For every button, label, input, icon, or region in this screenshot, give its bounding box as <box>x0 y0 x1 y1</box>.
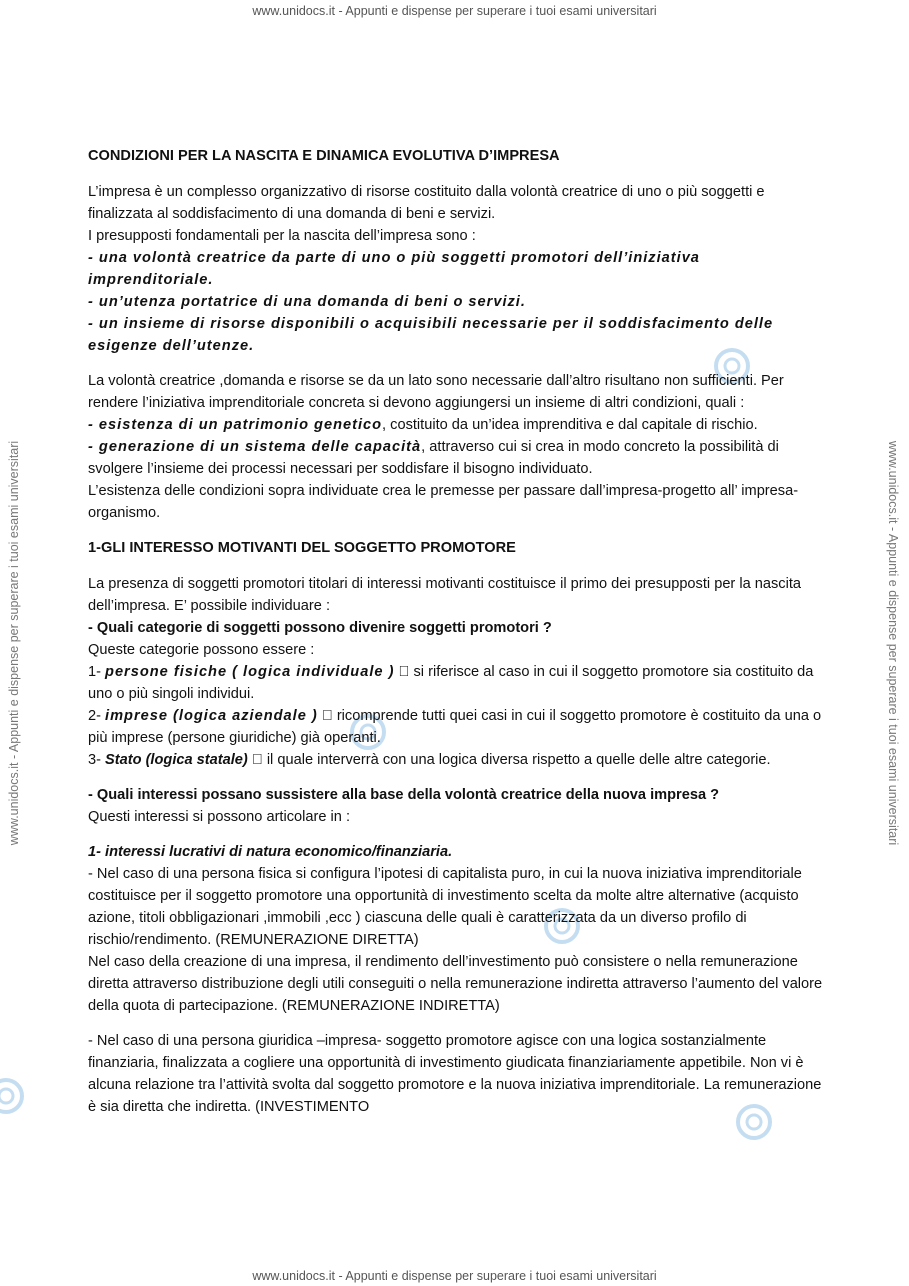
watermark-footer: www.unidocs.it - Appunti e dispense per superare i tuoi esami universitari <box>252 1269 657 1283</box>
category-number: 1- <box>88 664 106 680</box>
condition-text: , costituito da un’idea imprenditiva e dal capitale di rischio. <box>382 417 758 433</box>
requirement-item: - un’utenza portatrice di una domanda di beni o servizi. <box>88 294 526 310</box>
section-title: 1-GLI INTERESSO MOTIVANTI DEL SOGGETTO PROMOTORE <box>88 540 516 556</box>
condition-text: , attraverso cui si crea in modo concreto la possibilità di svolgere l’insieme dei processi necessari per soddisfare il bisogno individuato. <box>88 439 779 477</box>
category-label: persone fisiche ( logica individuale ) <box>105 664 395 680</box>
category-number: 2- <box>88 708 106 724</box>
intro-paragraph: L’impresa è un complesso organizzativo di risorse costituito dalla volontà creatrice di uno o più soggetti e finalizzata al soddisfacimento di una domanda di beni e servizi. <box>88 184 765 222</box>
document-body <box>88 145 828 1118</box>
intro-lead: I presupposti fondamentali per la nascita dell’impresa sono : <box>88 228 476 244</box>
body-paragraph: - Nel caso di una persona fisica si configura l’ipotesi di capitalista puro, in cui la nuova iniziativa imprenditoriale costituisce per il soggetto promotore una opportunità di investimento scelta da molte altre alternative (acquisto azione, titoli obbligazionari ,immobili ,ecc ) ciascuna delle quali è caratterizzata da un diverso profilo di rischio/rendimento. (REMUNERAZIONE DIRETTA) <box>88 866 802 948</box>
subsection-title: 1- interessi lucrativi di natura economico/finanziaria. <box>88 844 453 860</box>
section-intro: La presenza di soggetti promotori titolari di interessi motivanti costituisce il primo dei presupposti per la nascita dell’impresa. E’ possibile individuare : <box>88 576 801 614</box>
question-heading: - Quali interessi possano sussistere alla base della volontà creatrice della nuova impresa ? <box>88 787 720 803</box>
category-item <box>88 661 828 705</box>
category-label: Stato (logica statale) <box>105 752 248 768</box>
watermark-logo-icon <box>0 1076 26 1116</box>
doc-title: CONDIZIONI PER LA NASCITA E DINAMICA EVOLUTIVA D’IMPRESA <box>88 148 560 164</box>
category-item <box>88 749 828 771</box>
watermark-header: www.unidocs.it - Appunti e dispense per superare i tuoi esami universitari <box>252 4 657 18</box>
category-item <box>88 705 828 749</box>
category-text: ricomprende tutti quei casi in cui il soggetto promotore è costituito da una o più imprese (persone giuridiche) già operanti. <box>88 708 807 746</box>
requirement-item: - un insieme di risorse disponibili o acquisibili necessarie per il soddisfacimento delle esigenze dell’utenze. <box>88 316 774 354</box>
conditions-paragraph: La volontà creatrice ,domanda e risorse se da un lato sono necessarie dall’altro risultano non sufficienti. Per rendere l’iniziativa imprenditoriale concreta si devono aggiungersi un insieme di altri condizioni, quali : <box>88 373 784 411</box>
body-paragraph: - Nel caso di una persona giuridica –impresa- soggetto promotore agisce con una logica sostanzialmente finanziaria, finalizzata a cogliere una opportunità di investimento giudicata finanziariamente appetibile. Non vi è alcuna relazione tra l’attività svolta dal soggetto promotore e la nuova iniziativa imprenditoriale. La remunerazione è sia diretta che indiretta. (INVESTIMENTO <box>88 1033 822 1115</box>
question-intro: Queste categorie possono essere : <box>88 642 315 658</box>
category-text: il quale interverrà con una logica diversa rispetto a quelle delle altre categorie. <box>247 752 756 768</box>
condition-item <box>88 436 828 480</box>
condition-item <box>88 414 828 436</box>
watermark-left: www.unidocs.it - Appunti e dispense per superare i tuoi esami universitari <box>7 440 21 846</box>
category-number: 3- <box>88 752 106 768</box>
category-text: si riferisce al caso in cui il soggetto promotore sia costituito da uno o più singoli individui. <box>88 664 827 702</box>
body-paragraph: Nel caso della creazione di una impresa, il rendimento dell’investimento può consistere o nella remunerazione diretta attraverso distribuzione degli utili conseguiti o nella remunerazione indiretta attraverso l’aumento del valore della quota di partecipazione. (REMUNERAZIONE INDIRETTA) <box>88 954 823 1014</box>
transition-paragraph: L’esistenza delle condizioni sopra individuate crea le premesse per passare dall’impresa-progetto all’ impresa-organismo. <box>88 483 799 521</box>
condition-label: - esistenza di un patrimonio genetico <box>88 417 383 433</box>
watermark-right: www.unidocs.it - Appunti e dispense per superare i tuoi esami universitari <box>886 440 900 846</box>
question-heading: - Quali categorie di soggetti possono divenire soggetti promotori ? <box>88 620 552 636</box>
question-intro: Questi interessi si possono articolare in : <box>88 809 350 825</box>
requirement-item: - una volontà creatrice da parte di uno o più soggetti promotori dell’iniziativa imprenditoriale. <box>88 250 700 288</box>
category-label: imprese (logica aziendale ) <box>105 708 318 724</box>
condition-label: - generazione di un sistema delle capacità <box>88 439 422 455</box>
